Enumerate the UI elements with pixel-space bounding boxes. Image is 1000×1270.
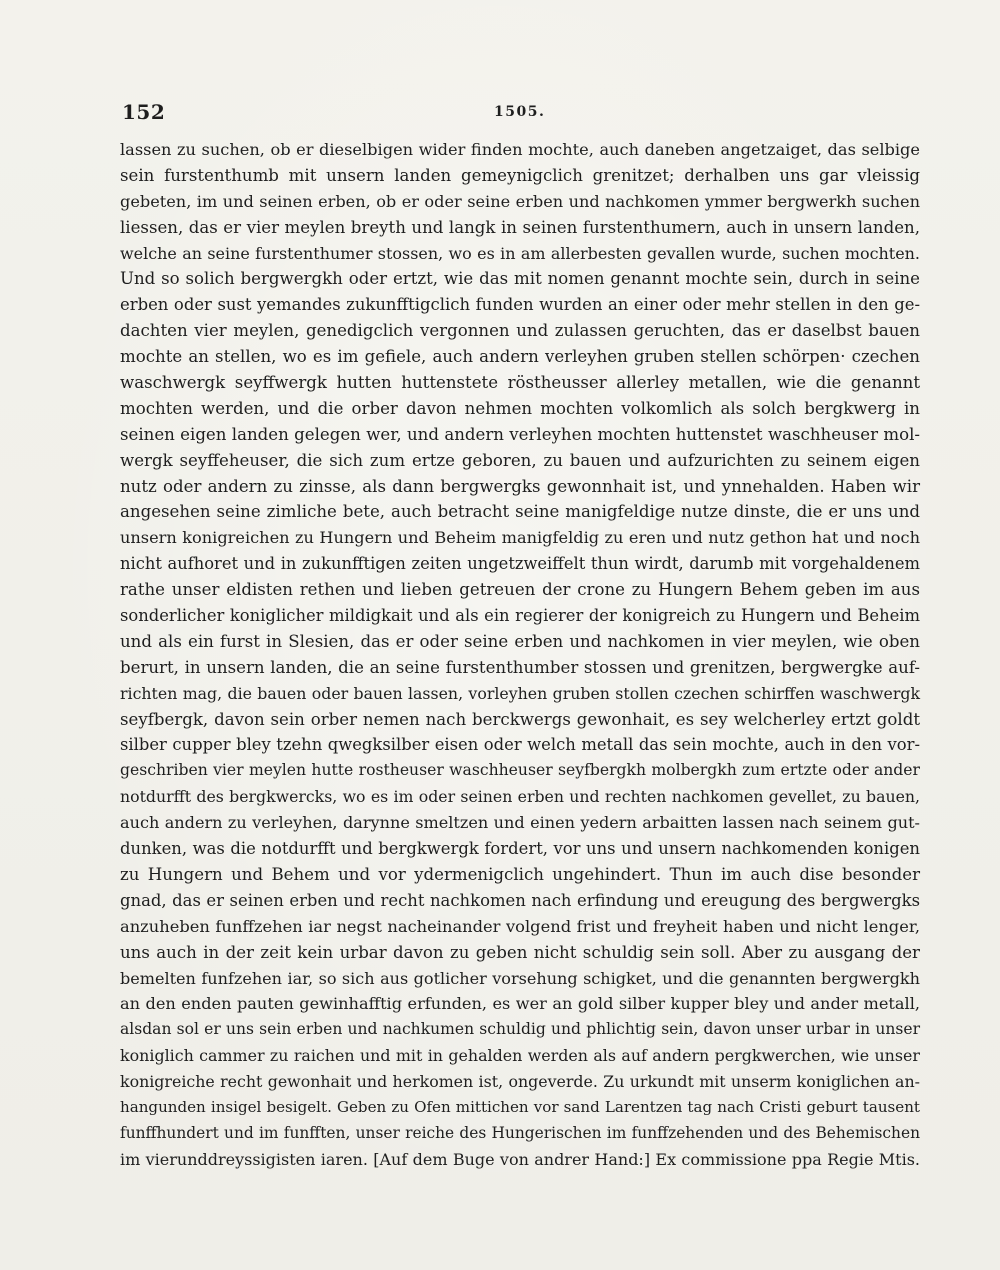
text-line: Und so solich bergwergkh oder ertzt, wie das mit nomen genannt mochte sein, durch in seine	[120, 269, 920, 289]
text-line: gnad, das er seinen erben und recht nachkomen nach erfindung und ereugung des bergwergks	[120, 890, 920, 910]
text-line: dunken, was die notdurfft und bergkwergk fordert, vor uns und unsern nachkomenden konigen	[120, 839, 920, 859]
text-line: notdurfft des bergkwercks, wo es im oder seinen erben und rechten nachkomen gevellet, zu bauen,	[120, 787, 920, 807]
text-line: rathe unser eldisten rethen und lieben getreuen der crone zu Hungern Behem geben im aus	[120, 580, 920, 600]
text-line: und als ein furst in Slesien, das er oder seine erben und nachkomen in vier meylen, wie oben	[120, 631, 920, 651]
text-line: gebeten, im und seinen erben, ob er oder seine erben und nachkomen ymmer bergwerkh suchen	[120, 191, 920, 211]
text-line: koniglich cammer zu raichen und mit in gehalden werden als auf andern pergkwerchen, wie unser	[120, 1046, 920, 1066]
running-head-year: 1505.	[494, 104, 546, 120]
text-line: sonderlicher koniglicher mildigkait und als ein regierer der konigreich zu Hungern und Beheim	[120, 606, 920, 626]
text-line: wergk seyffeheuser, die sich zum ertze geboren, zu bauen und aufzurichten zu seinem eigen	[120, 450, 920, 470]
body-text	[120, 137, 920, 1173]
text-line: lassen zu suchen, ob er dieselbigen wider finden mochte, auch daneben angetzaiget, das selbige	[120, 140, 920, 159]
text-line: seyfbergk, davon sein orber nemen nach berckwergs gewonhait, es sey welcherley ertzt goldt	[120, 709, 920, 729]
text-line: bemelten funfzehen iar, so sich aus gotlicher vorsehung schigket, und die genannten bergwergkh	[120, 968, 920, 988]
text-line: geschriben vier meylen hutte rostheuser waschheuser seyfbergkh molbergkh zum ertzte oder ander	[120, 761, 920, 780]
text-line: an den enden pauten gewinhafftig erfunden, es wer an gold silber kupper bley und ander metall,	[120, 994, 920, 1014]
text-line: hangunden insigel besigelt. Geben zu Ofen mittichen vor sand Larentzen tag nach Cristi geburt tausent	[120, 1097, 920, 1116]
text-line: konigreiche recht gewonhait und herkomen ist, ongeverde. Zu urkundt mit unserm koniglichen an-	[120, 1072, 920, 1092]
text-line: richten mag, die bauen oder bauen lassen, vorleyhen gruben stollen czechen schirffen waschwergk	[120, 683, 920, 703]
text-line: welche an seine furstenthumer stossen, wo es in am allerbesten gevallen wurde, suchen mochten.	[120, 243, 920, 263]
text-line: dachten vier meylen, genedigclich vergonnen und zulassen geruchten, das er daselbst bauen	[120, 321, 920, 341]
text-line: berurt, in unsern landen, die an seine furstenthumber stossen und grenitzen, bergwergke auf-	[120, 657, 920, 677]
text-line: funffhundert und im funfften, unser reiche des Hungerischen im funffzehenden und des Behemischen	[120, 1123, 920, 1142]
text-line: im vierunddreyssigisten iaren. [Auf dem Buge von andrer Hand:] Ex commissione ppa Regie Mtis.	[120, 1149, 920, 1169]
text-line: nicht aufhoret und in zukunfftigen zeiten ungetzweiffelt thun wirdt, darumb mit vorgehaldenem	[120, 554, 920, 574]
text-line: unsern konigreichen zu Hungern und Beheim manigfeldig zu eren und nutz gethon hat und noch	[120, 528, 920, 548]
text-line: silber cupper bley tzehn qwegksilber eisen oder welch metall das sein mochte, auch in den vor-	[120, 735, 920, 755]
text-line: nutz oder andern zu zinsse, als dann bergwergks gewonnhait ist, und ynnehalden. Haben wir	[120, 476, 920, 496]
text-line: angesehen seine zimliche bete, auch betracht seine manigfeldige nutze dinste, die er uns und	[120, 502, 920, 522]
text-line: uns auch in der zeit kein urbar davon zu geben nicht schuldig sein soll. Aber zu ausgang der	[120, 942, 920, 962]
text-line: anzuheben funffzehen iar negst nacheinander volgend frist und freyheit haben und nicht lenger,	[120, 916, 920, 936]
text-line: zu Hungern und Behem und vor ydermenigclich ungehindert. Thun im auch dise besonder	[120, 864, 920, 884]
text-line: liessen, das er vier meylen breyth und langk in seinen furstenthumern, auch in unsern landen,	[120, 217, 920, 237]
text-line: waschwergk seyffwergk hutten huttenstete röstheusser allerley metallen, wie die genannt	[120, 373, 920, 393]
text-line: mochte an stellen, wo es im gefiele, auch andern verleyhen gruben stellen schörpen· czechen	[120, 347, 920, 367]
text-line: seinen eigen landen gelegen wer, und andern verleyhen mochten huttenstet waschheuser mol-	[120, 424, 920, 444]
page-number: 152	[122, 100, 166, 124]
page-header	[122, 100, 918, 130]
text-line: alsdan sol er uns sein erben und nachkumen schuldig und phlichtig sein, davon unser urbar in unser	[120, 1020, 920, 1039]
text-line: auch andern zu verleyhen, darynne smeltzen und einen yedern arbaitten lassen nach seinem gut-	[120, 813, 920, 833]
text-line: erben oder sust yemandes zukunfftigclich funden wurden an einer oder mehr stellen in den ge-	[120, 295, 920, 315]
text-line: mochten werden, und die orber davon nehmen mochten volkomlich als solch bergkwerg in	[120, 398, 920, 418]
text-line: sein furstenthumb mit unsern landen gemeynigclich grenitzet; derhalben uns gar vleissig	[120, 165, 920, 185]
